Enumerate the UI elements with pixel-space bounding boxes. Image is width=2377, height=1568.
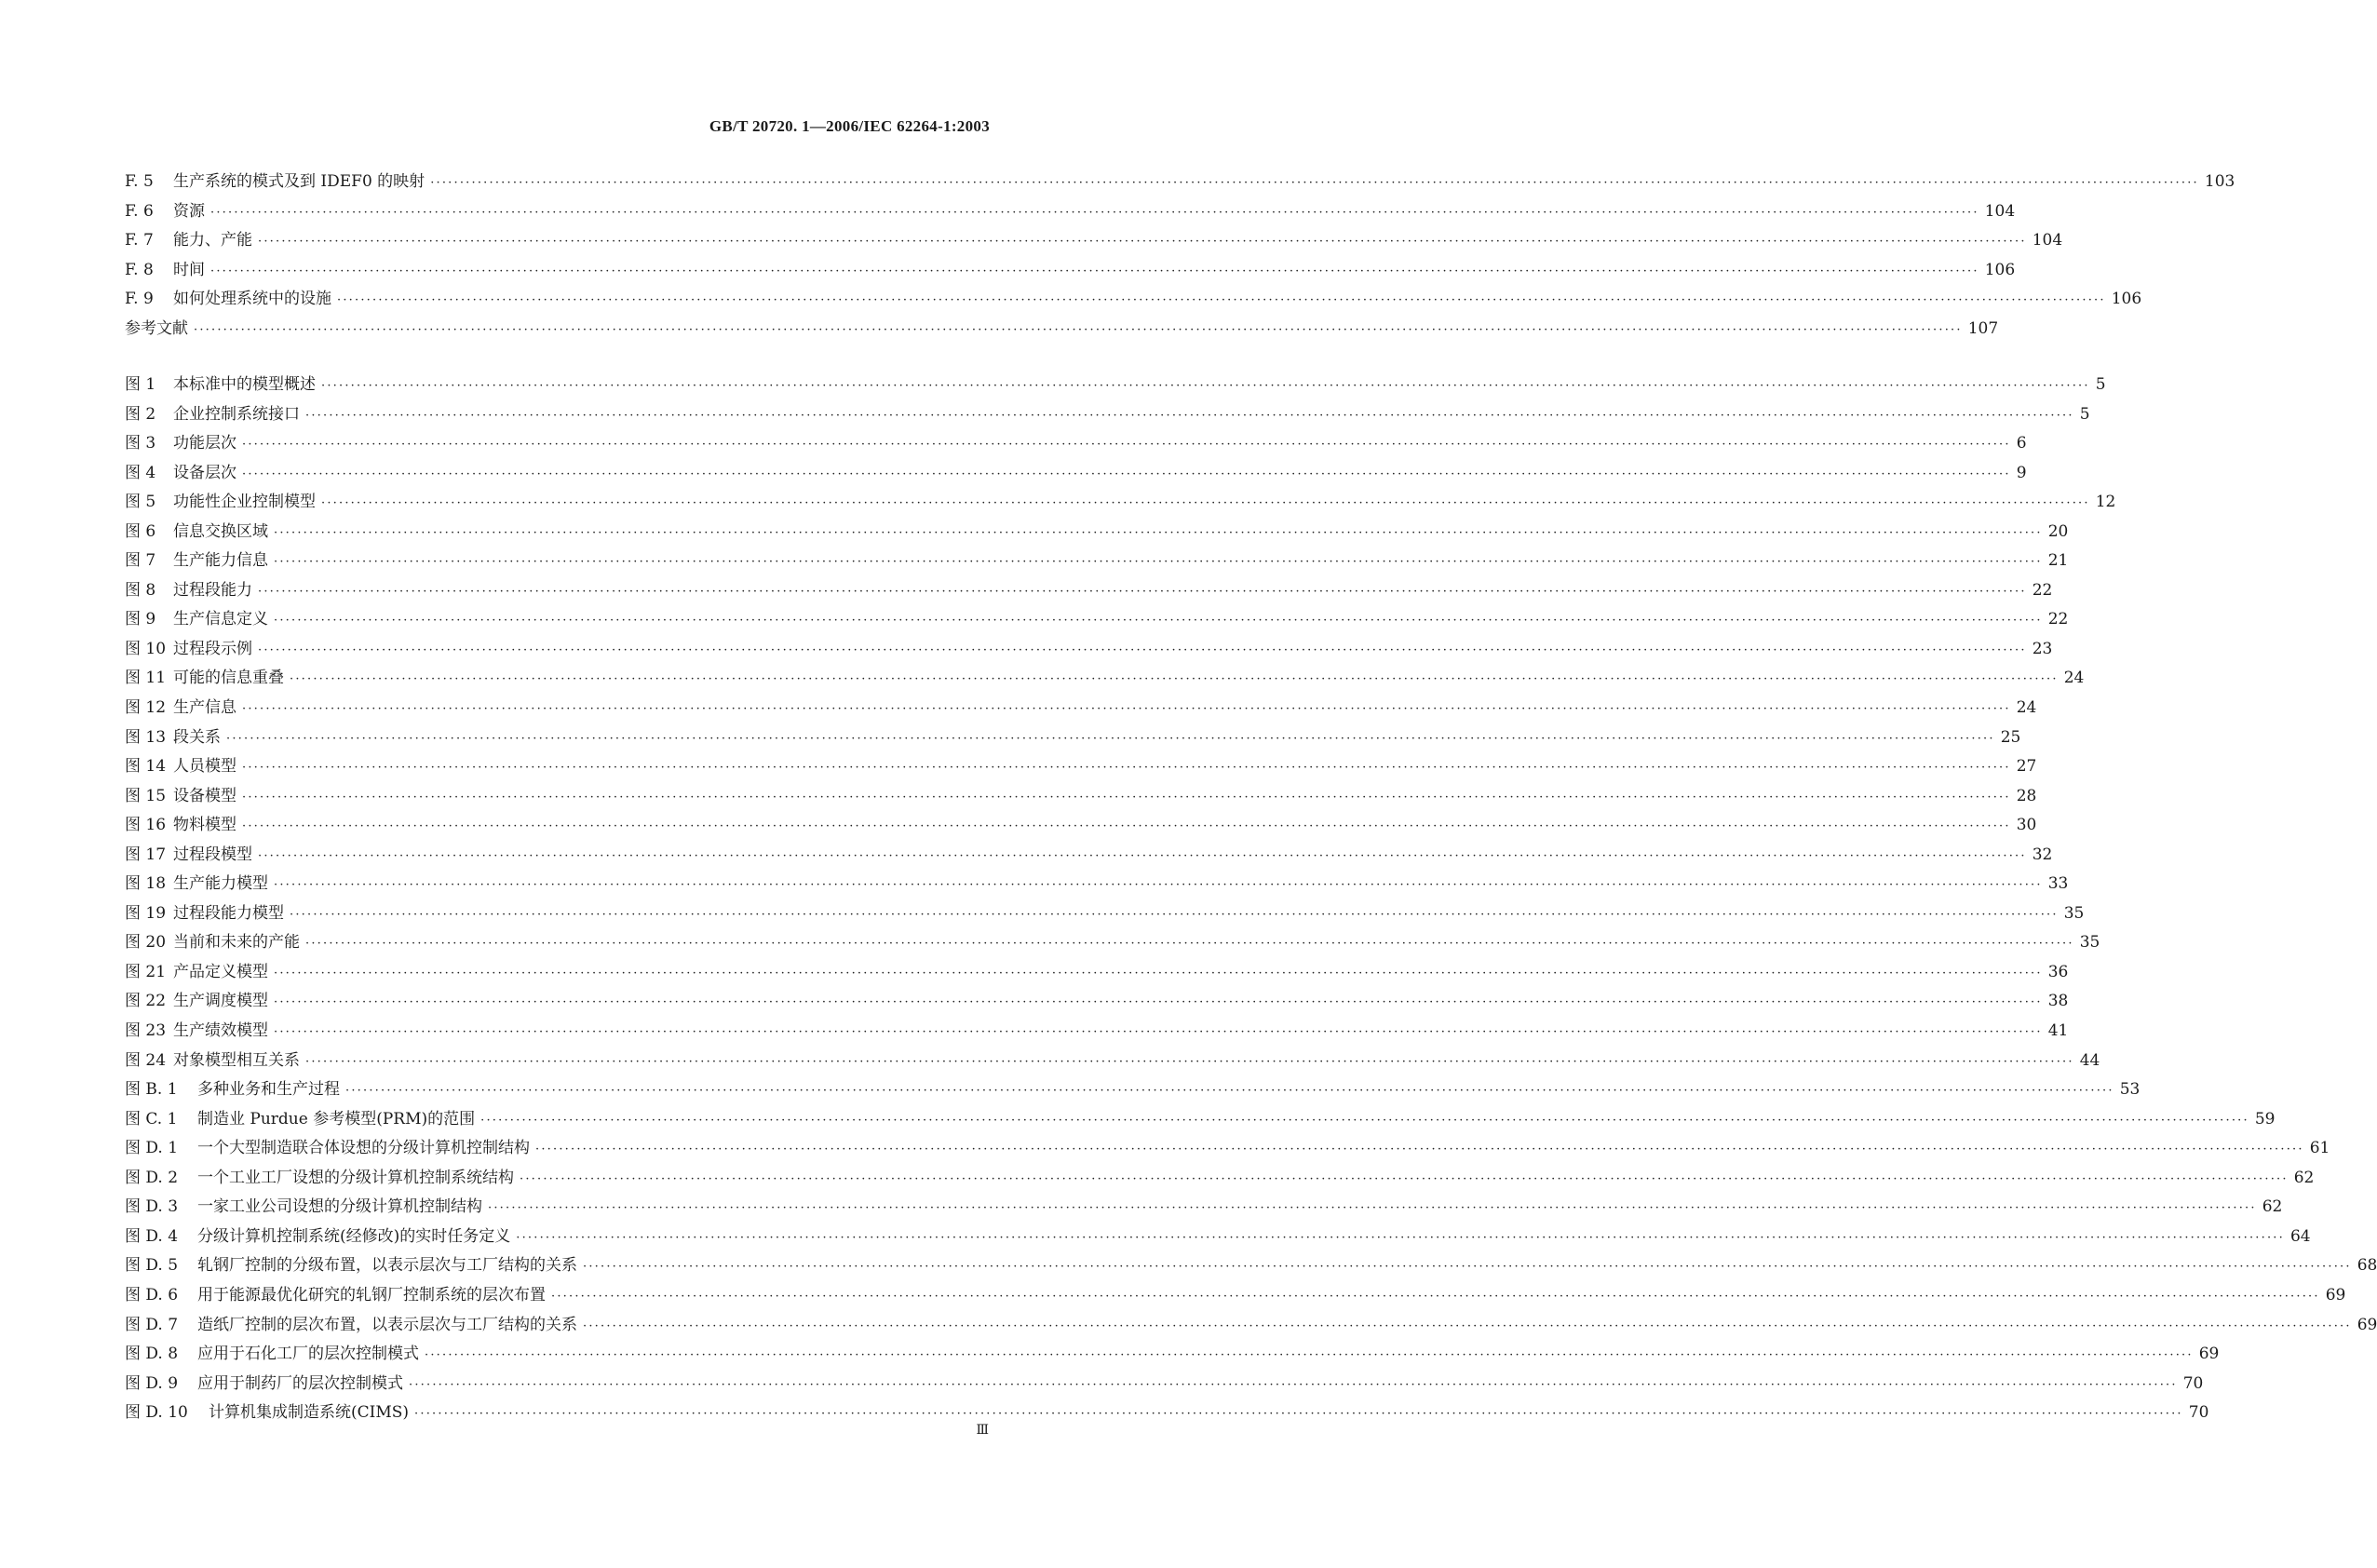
toc-entry-title: 一家工业公司设想的分级计算机控制结构 — [197, 1197, 482, 1217]
toc-entry-title: 用于能源最优化研究的轧钢厂控制系统的层次布置 — [197, 1285, 546, 1304]
toc-entry[interactable] — [125, 256, 2016, 286]
toc-entry[interactable] — [125, 197, 2016, 227]
dot-leader: ············································································································································································································································································································ — [535, 1142, 2304, 1157]
toc-entry-page: 36 — [2047, 962, 2069, 981]
dot-leader: ············································································································································································································································································································ — [274, 1025, 2043, 1040]
dot-leader: ············································································································································································································································································································ — [520, 1171, 2289, 1186]
toc-entry-page: 5 — [2079, 404, 2090, 424]
toc-entry[interactable] — [125, 605, 2069, 635]
toc-entry-number: 图 D. 4 — [125, 1226, 179, 1246]
toc-entry-title: 多种业务和生产过程 — [197, 1080, 340, 1100]
toc-entry-page: 69 — [2357, 1315, 2377, 1334]
dot-leader: ············································································································································································································································································································ — [242, 466, 2011, 481]
toc-entry-page: 32 — [2032, 845, 2053, 864]
dot-leader: ············································································································································································································································································································ — [274, 555, 2043, 570]
toc-entry-page: 38 — [2047, 992, 2069, 1011]
toc-entry-number: 图 9 — [125, 610, 156, 629]
toc-entry[interactable] — [125, 576, 2053, 606]
toc-entry-title: 过程段能力模型 — [173, 903, 284, 923]
toc-entry-number: 图 1 — [125, 375, 156, 394]
toc-entry-title: 生产能力信息 — [173, 551, 268, 571]
toc-entry-title: 生产能力模型 — [173, 874, 268, 894]
toc-entry-title: 生产信息 — [173, 698, 236, 718]
dot-leader: ············································································································································································································································································································ — [258, 848, 2027, 863]
dot-leader: ············································································································································································································································································································ — [290, 907, 2059, 922]
toc-entry-page: 30 — [2016, 816, 2037, 835]
dot-leader: ············································································································································································································································································································ — [226, 731, 1995, 746]
toc-entry-title: 制造业 Purdue 参考模型(PRM)的范围 — [197, 1109, 476, 1129]
toc-entry-number: F. 5 — [125, 172, 154, 191]
toc-entry-title: 轧钢厂控制的分级布置，以表示层次与工厂结构的关系 — [197, 1256, 577, 1276]
toc-entry-page: 107 — [1967, 318, 1999, 338]
toc-entry-number: 图 2 — [125, 404, 156, 424]
toc-entry-number: 图 20 — [125, 933, 167, 953]
toc-entry-page: 106 — [1984, 260, 2016, 279]
toc-entry-title: 信息交换区域 — [173, 521, 268, 541]
toc-entry-number: 图 D. 8 — [125, 1345, 179, 1364]
toc-entry-number: 图 7 — [125, 551, 156, 571]
toc-entry-page: 41 — [2047, 1021, 2069, 1041]
toc-entry-number: 图 18 — [125, 874, 167, 894]
toc-entry-page: 5 — [2095, 375, 2106, 394]
toc-entry-page: 9 — [2016, 463, 2027, 482]
toc-entry[interactable] — [125, 226, 2063, 256]
toc-entry-number: 图 8 — [125, 580, 156, 600]
dot-leader: ············································································································································································································································································································ — [551, 1289, 2320, 1304]
toc-entry[interactable] — [125, 782, 2037, 812]
toc-entry-page: 6 — [2016, 434, 2027, 453]
toc-entry-page: 33 — [2047, 874, 2069, 894]
toc-entry-number: F. 6 — [125, 201, 154, 221]
toc-entry[interactable] — [125, 987, 2069, 1017]
toc-entry-title: 参考文献 — [125, 318, 188, 338]
toc-entry-title: 设备层次 — [173, 463, 236, 482]
dot-leader: ············································································································································································································································································································ — [488, 1201, 2257, 1216]
toc-entry-title: 造纸厂控制的层次布置，以表示层次与工厂结构的关系 — [197, 1315, 577, 1334]
toc-entry-page: 53 — [2119, 1080, 2141, 1100]
toc-entry-page: 64 — [2289, 1226, 2311, 1246]
toc-entry[interactable] — [125, 1047, 2100, 1076]
toc-entry-number: 图 22 — [125, 992, 167, 1011]
toc-entry-page: 70 — [2188, 1403, 2209, 1423]
dot-leader: ············································································································································································································································································································ — [321, 379, 2090, 393]
toc-entry-title: 功能性企业控制模型 — [173, 493, 316, 512]
toc-entry[interactable] — [125, 723, 2021, 753]
dot-leader: ············································································································································································································································································································ — [274, 614, 2043, 629]
toc-entry[interactable] — [125, 1105, 2276, 1135]
toc-entry-page: 25 — [2000, 727, 2021, 747]
dot-leader: ············································································································································································································································································································ — [274, 995, 2043, 1010]
page-number: Ⅲ — [976, 1424, 988, 1438]
toc-entry-number: 图 B. 1 — [125, 1080, 178, 1100]
toc-entry-title: 生产绩效模型 — [173, 1021, 268, 1041]
toc-entry-title: 计算机集成制造系统(CIMS) — [209, 1403, 410, 1423]
toc-entry-number: 图 6 — [125, 521, 156, 541]
toc-entry-number: 图 11 — [125, 669, 167, 688]
toc-entry[interactable] — [125, 1075, 2141, 1105]
toc-entry-title: 一个大型制造联合体设想的分级计算机控制结构 — [197, 1139, 530, 1158]
toc-entry-title: 过程段能力 — [173, 580, 252, 600]
dot-leader: ············································································································································································································································································································ — [242, 819, 2011, 834]
toc-entry[interactable] — [125, 1193, 2283, 1223]
toc-section-appendix-f — [125, 168, 2235, 344]
toc-entry-page: 106 — [2111, 290, 2142, 309]
toc-entry[interactable] — [125, 400, 2090, 430]
toc-entry-page: 22 — [2032, 580, 2053, 600]
toc-entry[interactable] — [125, 694, 2037, 723]
toc-entry-title: 资源 — [173, 201, 205, 221]
toc-entry[interactable] — [125, 315, 1999, 345]
toc-entry-page: 70 — [2182, 1373, 2204, 1393]
toc-entry-page: 104 — [1984, 201, 2016, 221]
dot-leader: ············································································································································································································································································································ — [480, 1113, 2249, 1128]
toc-entry-title: 段关系 — [173, 727, 221, 747]
toc-entry[interactable] — [125, 168, 2235, 197]
toc-entry-title: 当前和未来的产能 — [173, 933, 300, 953]
dot-leader: ············································································································································································································································································································ — [274, 878, 2043, 893]
toc-entry[interactable] — [125, 870, 2069, 899]
toc-entry[interactable] — [125, 841, 2053, 871]
toc-entry-page: 44 — [2079, 1050, 2100, 1070]
toc-entry-number: 图 21 — [125, 962, 167, 981]
toc-entry-page: 28 — [2016, 786, 2037, 805]
toc-entry-page: 68 — [2357, 1256, 2377, 1276]
dot-leader: ············································································································································································································································································································ — [258, 235, 2027, 250]
toc-entry[interactable] — [125, 1251, 2377, 1281]
toc-entry-number: 图 D. 7 — [125, 1315, 179, 1334]
dot-leader: ············································································································································································································································································································ — [425, 1348, 2194, 1363]
dot-leader: ············································································································································································································································································································ — [305, 937, 2074, 952]
toc-entry-page: 103 — [2204, 172, 2235, 191]
toc-entry-page: 23 — [2032, 639, 2053, 658]
toc-entry-page: 21 — [2047, 551, 2069, 571]
toc-entry-page: 69 — [2198, 1345, 2220, 1364]
toc-entry-number: 图 4 — [125, 463, 156, 482]
toc-entry-number: 图 10 — [125, 639, 167, 658]
toc-entry[interactable] — [125, 1370, 2204, 1399]
toc-entry-page: 24 — [2016, 698, 2037, 718]
toc-entry-page: 27 — [2016, 757, 2037, 777]
toc-entry-number: 图 3 — [125, 434, 156, 453]
toc-entry-number: 图 D. 2 — [125, 1168, 179, 1187]
toc-entry-title: 对象模型相互关系 — [173, 1050, 300, 1070]
toc-entry[interactable] — [125, 459, 2027, 489]
toc-entry[interactable] — [125, 928, 2100, 958]
dot-leader: ············································································································································································································································································································ — [242, 790, 2011, 804]
toc-entry-page: 61 — [2309, 1139, 2330, 1158]
dot-leader: ············································································································································································································································································································ — [409, 1377, 2178, 1392]
toc-entry[interactable] — [125, 488, 2116, 518]
toc-entry-number: 图 23 — [125, 1021, 167, 1041]
toc-entry-number: F. 7 — [125, 231, 154, 250]
toc-entry-page: 24 — [2063, 669, 2085, 688]
toc-entry[interactable] — [125, 1281, 2346, 1311]
toc-entry-number: 图 D. 10 — [125, 1403, 188, 1423]
dot-leader: ············································································································································································································································································································ — [210, 264, 1979, 278]
dot-leader: ············································································································································································································································································································ — [194, 322, 1963, 337]
toc-entry-title: 本标准中的模型概述 — [173, 375, 316, 394]
dot-leader: ············································································································································································································································································································ — [242, 761, 2011, 776]
toc-entry-number: 图 12 — [125, 698, 167, 718]
toc-entry-title: 可能的信息重叠 — [173, 669, 284, 688]
toc-entry-title: 生产系统的模式及到 IDEF0 的映射 — [173, 172, 425, 191]
toc-entry[interactable] — [125, 371, 2106, 400]
toc-entry-page: 35 — [2063, 903, 2085, 923]
toc-entry[interactable] — [125, 811, 2037, 841]
toc-entry[interactable] — [125, 664, 2085, 694]
dot-leader: ············································································································································································································································································································ — [258, 584, 2027, 599]
toc-entry-title: 能力、产能 — [173, 231, 252, 250]
standard-header: GB/T 20720. 1—2006/IEC 62264-1:2003 — [709, 117, 990, 135]
toc-entry-number: 图 16 — [125, 816, 167, 835]
toc-entry-title: 人员模型 — [173, 757, 236, 777]
toc-entry-number: F. 8 — [125, 260, 154, 279]
toc-entry-title: 功能层次 — [173, 434, 236, 453]
toc-entry-number: 图 C. 1 — [125, 1109, 178, 1129]
toc-entry-page: 59 — [2254, 1109, 2276, 1129]
toc-entry-number: 图 D. 9 — [125, 1373, 179, 1393]
toc-entry-page: 12 — [2095, 493, 2116, 512]
dot-leader: ············································································································································································································································································································ — [583, 1260, 2352, 1275]
toc-entry[interactable] — [125, 1134, 2330, 1164]
toc-entry[interactable] — [125, 1399, 2209, 1428]
toc-entry-title: 应用于石化工厂的层次控制模式 — [197, 1345, 419, 1364]
toc-entry-number: F. 9 — [125, 290, 154, 309]
toc-entry-number: 图 13 — [125, 727, 167, 747]
toc-entry-number: 图 24 — [125, 1050, 167, 1070]
toc-entry-number: 图 19 — [125, 903, 167, 923]
toc-entry-page: 62 — [2293, 1168, 2315, 1187]
toc-section-figures — [125, 371, 2377, 1428]
toc-entry-title: 如何处理系统中的设施 — [173, 290, 331, 309]
toc-entry[interactable] — [125, 635, 2053, 665]
toc-entry-title: 一个工业工厂设想的分级计算机控制系统结构 — [197, 1168, 514, 1187]
toc-entry[interactable] — [125, 285, 2142, 315]
toc-entry[interactable] — [125, 547, 2069, 576]
toc-entry-title: 企业控制系统接口 — [173, 404, 300, 424]
toc-entry-title: 物料模型 — [173, 816, 236, 835]
toc-entry-number: 图 D. 6 — [125, 1285, 179, 1304]
toc-entry-number: 图 15 — [125, 786, 167, 805]
toc-entry-title: 过程段示例 — [173, 639, 252, 658]
toc-entry-number: 图 17 — [125, 845, 167, 864]
dot-leader: ············································································································································································································································································································ — [583, 1318, 2352, 1333]
toc-entry[interactable] — [125, 1223, 2311, 1252]
toc-entry-page: 35 — [2079, 933, 2100, 953]
toc-entry[interactable] — [125, 1017, 2069, 1047]
toc-entry-page: 104 — [2032, 231, 2063, 250]
toc-entry-title: 产品定义模型 — [173, 962, 268, 981]
toc-entry[interactable] — [125, 429, 2027, 459]
dot-leader: ············································································································································································································································································································ — [305, 408, 2074, 423]
toc-entry-title: 分级计算机控制系统(经修改)的实时任务定义 — [197, 1226, 511, 1246]
toc-entry-number: 图 D. 1 — [125, 1139, 179, 1158]
toc-entry-page: 20 — [2047, 521, 2069, 541]
toc-entry-title: 生产信息定义 — [173, 610, 268, 629]
dot-leader: ············································································································································································································································································································ — [274, 966, 2043, 980]
toc-entry-number: 图 5 — [125, 493, 156, 512]
toc-entry-page: 22 — [2047, 610, 2069, 629]
dot-leader: ············································································································································································································································································································ — [210, 205, 1979, 220]
dot-leader: ············································································································································································································································································································ — [274, 525, 2043, 540]
dot-leader: ············································································································································································································································································································ — [516, 1230, 2285, 1245]
dot-leader: ············································································································································································································································································································ — [242, 702, 2011, 717]
toc-entry[interactable] — [125, 1311, 2377, 1341]
dot-leader: ············································································································································································································································································································ — [337, 293, 2106, 308]
toc-entry-number: 图 D. 3 — [125, 1197, 179, 1217]
toc-entry-title: 过程段模型 — [173, 845, 252, 864]
dot-leader: ············································································································································································································································································································ — [258, 642, 2027, 657]
toc-entry[interactable] — [125, 518, 2069, 547]
toc-entry[interactable] — [125, 752, 2037, 782]
dot-leader: ············································································································································································································································································································ — [242, 438, 2011, 453]
dot-leader: ············································································································································································································································································································ — [321, 496, 2090, 511]
dot-leader: ············································································································································································································································································································ — [430, 176, 2199, 190]
toc-entry[interactable] — [125, 1340, 2220, 1370]
toc-entry-title: 生产调度模型 — [173, 992, 268, 1011]
toc-entry-number: 图 D. 5 — [125, 1256, 179, 1276]
toc-entry-title: 时间 — [173, 260, 205, 279]
dot-leader: ············································································································································································································································································································ — [290, 672, 2059, 687]
toc-entry-page: 62 — [2262, 1197, 2283, 1217]
toc-entry-title: 应用于制药厂的层次控制模式 — [197, 1373, 403, 1393]
dot-leader: ············································································································································································································································································································ — [414, 1407, 2183, 1422]
toc-entry[interactable] — [125, 899, 2085, 929]
toc-entry-page: 69 — [2325, 1285, 2346, 1304]
toc-entry-title: 设备模型 — [173, 786, 236, 805]
dot-leader: ············································································································································································································································································································ — [345, 1084, 2114, 1099]
toc-entry-number: 图 14 — [125, 757, 167, 777]
toc-entry[interactable] — [125, 1164, 2315, 1194]
toc-entry[interactable] — [125, 958, 2069, 988]
dot-leader: ············································································································································································································································································································ — [305, 1054, 2074, 1069]
